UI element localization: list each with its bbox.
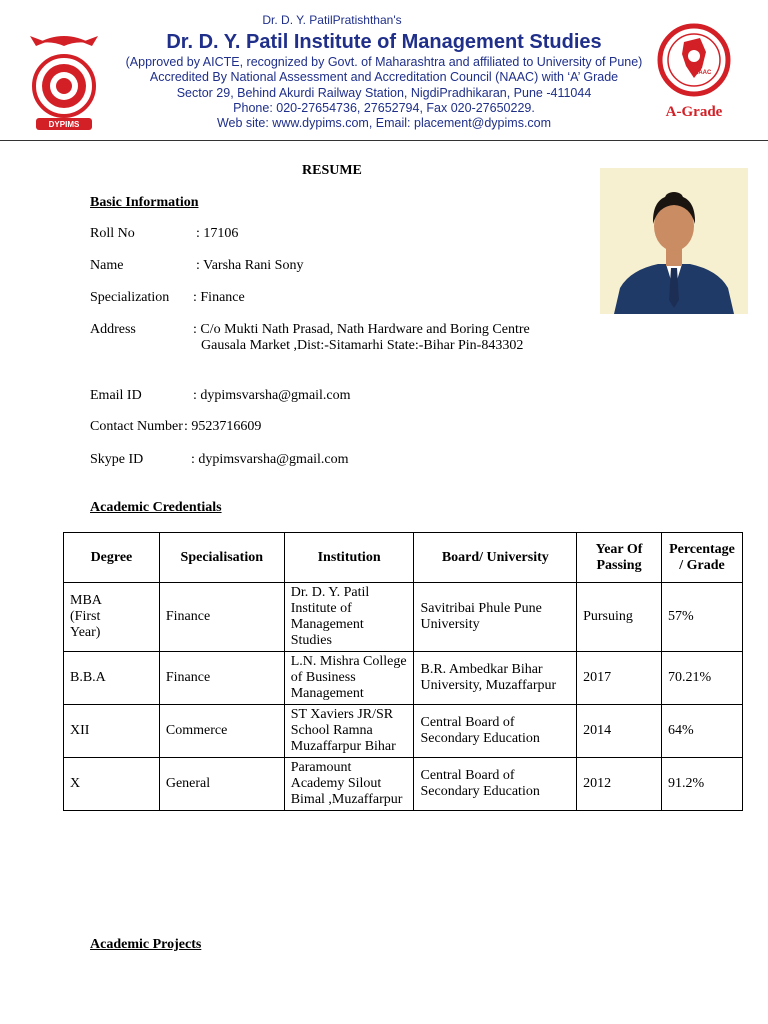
skype-value: : dypimsvarsha@gmail.com bbox=[191, 452, 349, 467]
cell-degree: X bbox=[64, 758, 160, 811]
header-institution: Institution bbox=[284, 533, 414, 583]
profile-photo bbox=[600, 168, 748, 314]
cell-year: Pursuing bbox=[577, 583, 662, 652]
contact-value: : 9523716609 bbox=[184, 419, 262, 434]
table-row bbox=[64, 758, 743, 811]
email-value: : dypimsvarsha@gmail.com bbox=[193, 388, 351, 403]
address-line: Sector 29, Behind Akurdi Railway Station, NigdiPradhikaran, Pune -411044 bbox=[176, 86, 592, 100]
cell-percentage: 70.21% bbox=[661, 652, 742, 705]
pre-title: Dr. D. Y. PatilPratishthan's bbox=[262, 13, 402, 27]
cell-specialisation: General bbox=[159, 758, 284, 811]
cell-percentage: 64% bbox=[661, 705, 742, 758]
header-board: Board/ University bbox=[414, 533, 577, 583]
table-row bbox=[64, 652, 743, 705]
left-logo-caption: DYPIMS bbox=[48, 120, 80, 129]
cell-year: 2014 bbox=[577, 705, 662, 758]
cell-specialisation: Finance bbox=[159, 583, 284, 652]
cell-percentage: 91.2% bbox=[661, 758, 742, 811]
roll-value: : 17106 bbox=[196, 226, 239, 241]
cell-degree: MBA (First Year) bbox=[64, 583, 160, 652]
naac-caption: NAAC bbox=[694, 70, 712, 76]
institute-name: Dr. D. Y. Patil Institute of Management Studies bbox=[166, 31, 602, 53]
cell-year: 2012 bbox=[577, 758, 662, 811]
name-label: Name bbox=[90, 258, 124, 273]
cell-degree: B.B.A bbox=[64, 652, 160, 705]
cell-institution: L.N. Mishra College of Business Management bbox=[284, 652, 414, 705]
header-year: Year Of Passing bbox=[577, 533, 662, 583]
cell-year: 2017 bbox=[577, 652, 662, 705]
cell-degree: XII bbox=[64, 705, 160, 758]
cell-board: Central Board of Secondary Education bbox=[414, 705, 577, 758]
specialization-value: : Finance bbox=[193, 290, 245, 305]
cell-board: Central Board of Secondary Education bbox=[414, 758, 577, 811]
header-specialisation: Specialisation bbox=[159, 533, 284, 583]
cell-institution: Paramount Academy Silout Bimal ,Muzaffarpur bbox=[284, 758, 414, 811]
header-degree: Degree bbox=[64, 533, 160, 583]
person-photo-icon bbox=[600, 168, 748, 314]
roll-label: Roll No bbox=[90, 226, 135, 241]
approval-line: (Approved by AICTE, recognized by Govt. of Maharashtra and affiliated to University of Pune) bbox=[125, 55, 643, 69]
table-header-row bbox=[64, 533, 743, 583]
header-percentage: Percentage / Grade bbox=[661, 533, 742, 583]
academic-projects-heading: Academic Projects bbox=[90, 937, 202, 952]
address-value-line1: : C/o Mukti Nath Prasad, Nath Hardware and Boring Centre bbox=[193, 322, 530, 337]
cell-specialisation: Finance bbox=[159, 652, 284, 705]
table-row bbox=[64, 583, 743, 652]
address-value-line2: Gausala Market ,Dist:-Sitamarhi State:-Bihar Pin-843302 bbox=[201, 338, 524, 353]
cell-board: Savitribai Phule Pune University bbox=[414, 583, 577, 652]
contact-label: Contact Number bbox=[90, 419, 183, 434]
name-value: : Varsha Rani Sony bbox=[196, 258, 304, 273]
table-row bbox=[64, 705, 743, 758]
phone-line: Phone: 020-27654736, 27652794, Fax 020-27650229. bbox=[233, 101, 535, 115]
skype-label: Skype ID bbox=[90, 452, 144, 467]
header-divider bbox=[0, 140, 768, 141]
cell-institution: Dr. D. Y. Patil Institute of Management Studies bbox=[284, 583, 414, 652]
academic-heading: Academic Credentials bbox=[90, 500, 222, 515]
basic-info-heading: Basic Information bbox=[90, 195, 199, 210]
cell-specialisation: Commerce bbox=[159, 705, 284, 758]
cell-board: B.R. Ambedkar Bihar University, Muzaffarpur bbox=[414, 652, 577, 705]
grade-label: A-Grade bbox=[665, 104, 723, 120]
cell-institution: ST Xaviers JR/SR School Ramna Muzaffarpur Bihar bbox=[284, 705, 414, 758]
academic-table bbox=[63, 532, 743, 811]
resume-title: RESUME bbox=[302, 163, 362, 178]
website-line: Web site: www.dypims.com, Email: placement@dypims.com bbox=[216, 116, 552, 130]
cell-percentage: 57% bbox=[661, 583, 742, 652]
letterhead bbox=[0, 0, 768, 142]
email-label: Email ID bbox=[90, 388, 142, 403]
specialization-label: Specialization bbox=[90, 290, 170, 305]
accreditation-line: Accredited By National Assessment and Accreditation Council (NAAC) with ‘A’ Grade bbox=[149, 70, 619, 84]
address-label: Address bbox=[90, 322, 136, 337]
